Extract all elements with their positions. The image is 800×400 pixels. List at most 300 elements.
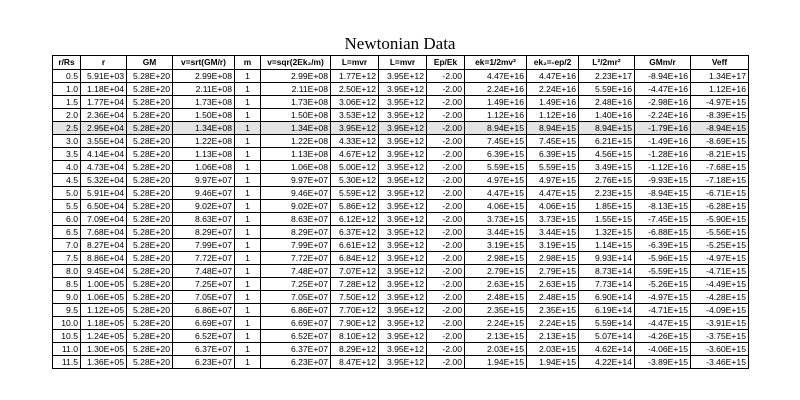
table-cell: 1 <box>235 135 261 148</box>
table-cell: 1.14E+15 <box>579 239 635 252</box>
table-cell: 6.90E+14 <box>579 291 635 304</box>
table-cell: 8.0 <box>53 265 81 278</box>
table-cell: -4.71E+15 <box>635 304 691 317</box>
table-cell: 2.03E+15 <box>465 343 527 356</box>
table-cell: 4.47E+16 <box>465 70 527 83</box>
table-cell: 5.91E+03 <box>81 70 127 83</box>
table-cell: 2.50E+12 <box>331 83 379 96</box>
table-cell: 8.29E+07 <box>261 226 331 239</box>
table-cell: 6.52E+07 <box>261 330 331 343</box>
table-cell: -2.00 <box>427 213 465 226</box>
table-cell: -2.00 <box>427 343 465 356</box>
table-cell: 5.59E+15 <box>527 161 579 174</box>
table-cell: -8.21E+15 <box>691 148 749 161</box>
table-cell: 7.48E+07 <box>261 265 331 278</box>
table-cell: -4.06E+15 <box>635 343 691 356</box>
table-cell: 1.12E+05 <box>81 304 127 317</box>
table-cell: 1.22E+08 <box>173 135 235 148</box>
table-cell: -6.88E+15 <box>635 226 691 239</box>
table-cell: 8.63E+07 <box>261 213 331 226</box>
table-cell: 5.28E+20 <box>127 304 173 317</box>
table-cell: 6.61E+12 <box>331 239 379 252</box>
table-cell: 2.24E+15 <box>465 317 527 330</box>
table-cell: 1.77E+12 <box>331 70 379 83</box>
table-cell: 2.95E+04 <box>81 122 127 135</box>
table-cell: 7.25E+07 <box>173 278 235 291</box>
column-header: L=mvr <box>379 56 427 70</box>
table-cell: -4.09E+15 <box>691 304 749 317</box>
table-cell: 1 <box>235 161 261 174</box>
table-row <box>53 317 749 330</box>
table-cell: 1.50E+08 <box>261 109 331 122</box>
table-cell: 1 <box>235 213 261 226</box>
table-row <box>53 330 749 343</box>
header-row <box>53 56 749 70</box>
table-cell: 2.24E+16 <box>527 83 579 96</box>
table-cell: -2.00 <box>427 161 465 174</box>
table-cell: 5.59E+15 <box>465 161 527 174</box>
table-cell: 3.95E+12 <box>379 239 427 252</box>
table-cell: 6.39E+15 <box>465 148 527 161</box>
table-cell: 7.73E+14 <box>579 278 635 291</box>
table-cell: 3.06E+12 <box>331 96 379 109</box>
table-cell: 4.97E+15 <box>527 174 579 187</box>
table-cell: 5.28E+20 <box>127 213 173 226</box>
table-cell: 5.28E+20 <box>127 109 173 122</box>
table-cell: 2.0 <box>53 109 81 122</box>
table-row <box>53 356 749 369</box>
newtonian-data-table <box>52 55 749 369</box>
table-cell: 2.13E+15 <box>465 330 527 343</box>
table-cell: 1 <box>235 109 261 122</box>
table-cell: 2.23E+17 <box>579 70 635 83</box>
table-row <box>53 109 749 122</box>
table-cell: 5.28E+20 <box>127 96 173 109</box>
table-cell: 7.72E+07 <box>173 252 235 265</box>
table-cell: 7.09E+04 <box>81 213 127 226</box>
table-cell: -4.26E+15 <box>635 330 691 343</box>
table-cell: 1.77E+04 <box>81 96 127 109</box>
table-cell: 5.28E+20 <box>127 135 173 148</box>
table-cell: 5.5 <box>53 200 81 213</box>
column-header: GMm/r <box>635 56 691 70</box>
table-cell: 11.5 <box>53 356 81 369</box>
table-cell: 2.79E+15 <box>527 265 579 278</box>
table-cell: -4.97E+15 <box>635 291 691 304</box>
table-cell: 1.40E+16 <box>579 109 635 122</box>
table-cell: 3.95E+12 <box>379 304 427 317</box>
table-cell: -2.00 <box>427 330 465 343</box>
table-cell: 1.73E+08 <box>261 96 331 109</box>
table-cell: 9.02E+07 <box>173 200 235 213</box>
table-row <box>53 122 749 135</box>
table-cell: 4.47E+15 <box>527 187 579 200</box>
table-cell: 6.37E+07 <box>173 343 235 356</box>
table-cell: 1 <box>235 200 261 213</box>
table-cell: 4.47E+15 <box>465 187 527 200</box>
table-row <box>53 291 749 304</box>
table-cell: 7.72E+07 <box>261 252 331 265</box>
table-cell: 5.59E+14 <box>579 317 635 330</box>
table-cell: -8.39E+15 <box>691 109 749 122</box>
table-cell: 9.46E+07 <box>261 187 331 200</box>
table-cell: -2.00 <box>427 83 465 96</box>
table-cell: -2.00 <box>427 96 465 109</box>
table-cell: -1.28E+16 <box>635 148 691 161</box>
table-cell: 1.34E+08 <box>261 122 331 135</box>
table-cell: -9.93E+15 <box>635 174 691 187</box>
table-cell: 6.23E+07 <box>261 356 331 369</box>
table-cell: -2.00 <box>427 239 465 252</box>
table-cell: 7.99E+07 <box>173 239 235 252</box>
table-row <box>53 187 749 200</box>
column-header: L²/2mr² <box>579 56 635 70</box>
table-cell: 7.45E+15 <box>527 135 579 148</box>
table-cell: 3.95E+12 <box>379 148 427 161</box>
table-row <box>53 304 749 317</box>
table-row <box>53 278 749 291</box>
table-cell: -2.00 <box>427 122 465 135</box>
table-cell: 2.98E+15 <box>465 252 527 265</box>
table-cell: 5.28E+20 <box>127 252 173 265</box>
table-cell: 7.05E+07 <box>173 291 235 304</box>
table-cell: 5.91E+04 <box>81 187 127 200</box>
table-cell: 7.68E+04 <box>81 226 127 239</box>
table-cell: 5.28E+20 <box>127 265 173 278</box>
table-cell: -2.00 <box>427 200 465 213</box>
table-cell: 4.0 <box>53 161 81 174</box>
table-cell: 4.06E+15 <box>465 200 527 213</box>
table-cell: -2.00 <box>427 304 465 317</box>
table-cell: 4.22E+14 <box>579 356 635 369</box>
table-cell: 8.86E+04 <box>81 252 127 265</box>
table-cell: 2.35E+15 <box>465 304 527 317</box>
table-cell: 6.37E+07 <box>261 343 331 356</box>
table-cell: -8.69E+15 <box>691 135 749 148</box>
table-cell: -2.00 <box>427 252 465 265</box>
table-cell: 9.46E+07 <box>173 187 235 200</box>
table-cell: 3.95E+12 <box>379 161 427 174</box>
table-cell: 5.28E+20 <box>127 356 173 369</box>
table-cell: 5.28E+20 <box>127 161 173 174</box>
table-cell: 2.63E+15 <box>465 278 527 291</box>
table-cell: -6.71E+15 <box>691 187 749 200</box>
table-row <box>53 148 749 161</box>
table-cell: -4.47E+15 <box>635 317 691 330</box>
table-cell: 6.69E+07 <box>261 317 331 330</box>
table-row <box>53 213 749 226</box>
table-cell: -8.94E+15 <box>691 122 749 135</box>
table-cell: 1 <box>235 291 261 304</box>
table-cell: 1.49E+16 <box>527 96 579 109</box>
table-cell: 1.06E+08 <box>173 161 235 174</box>
table-cell: 1 <box>235 330 261 343</box>
table-cell: 7.07E+12 <box>331 265 379 278</box>
table-cell: 3.95E+12 <box>379 96 427 109</box>
table-row <box>53 83 749 96</box>
table-cell: 3.95E+12 <box>379 226 427 239</box>
table-cell: 1 <box>235 278 261 291</box>
table-cell: -5.26E+15 <box>635 278 691 291</box>
table-cell: -3.75E+15 <box>691 330 749 343</box>
table-cell: 5.30E+12 <box>331 174 379 187</box>
table-cell: 5.59E+12 <box>331 187 379 200</box>
table-cell: 6.21E+15 <box>579 135 635 148</box>
table-cell: 9.45E+04 <box>81 265 127 278</box>
table-cell: 3.19E+15 <box>527 239 579 252</box>
table-cell: 1 <box>235 343 261 356</box>
table-cell: -3.60E+15 <box>691 343 749 356</box>
table-cell: 1 <box>235 122 261 135</box>
table-cell: 1.94E+15 <box>465 356 527 369</box>
table-row <box>53 252 749 265</box>
table-row <box>53 161 749 174</box>
table-cell: 7.70E+12 <box>331 304 379 317</box>
table-cell: 6.12E+12 <box>331 213 379 226</box>
table-cell: -1.79E+16 <box>635 122 691 135</box>
table-cell: 6.37E+12 <box>331 226 379 239</box>
column-header: Veff <box>691 56 749 70</box>
table-cell: 1.30E+05 <box>81 343 127 356</box>
table-cell: -7.45E+15 <box>635 213 691 226</box>
table-cell: 4.73E+04 <box>81 161 127 174</box>
table-body <box>53 70 749 369</box>
table-cell: 1.34E+17 <box>691 70 749 83</box>
table-cell: 7.25E+07 <box>261 278 331 291</box>
table-cell: 8.27E+04 <box>81 239 127 252</box>
table-cell: -2.00 <box>427 109 465 122</box>
table-cell: 5.0 <box>53 187 81 200</box>
table-cell: 2.35E+15 <box>527 304 579 317</box>
table-cell: 3.44E+15 <box>465 226 527 239</box>
table-cell: -6.39E+15 <box>635 239 691 252</box>
column-header: v=sqr(2Ek₂/m) <box>261 56 331 70</box>
table-cell: 3.95E+12 <box>379 317 427 330</box>
table-cell: 5.28E+20 <box>127 226 173 239</box>
table-cell: 6.69E+07 <box>173 317 235 330</box>
table-cell: 1.24E+05 <box>81 330 127 343</box>
column-header: L=mvr <box>331 56 379 70</box>
table-cell: 3.95E+12 <box>379 330 427 343</box>
table-cell: -4.71E+15 <box>691 265 749 278</box>
table-cell: 1 <box>235 239 261 252</box>
table-cell: 9.93E+14 <box>579 252 635 265</box>
table-cell: -2.00 <box>427 317 465 330</box>
table-cell: -2.00 <box>427 278 465 291</box>
table-cell: 7.50E+12 <box>331 291 379 304</box>
table-cell: 2.76E+15 <box>579 174 635 187</box>
table-cell: 1.13E+08 <box>261 148 331 161</box>
table-cell: 2.5 <box>53 122 81 135</box>
table-cell: 1.12E+16 <box>691 83 749 96</box>
table-cell: 5.07E+14 <box>579 330 635 343</box>
table-cell: 3.55E+04 <box>81 135 127 148</box>
table-cell: 9.02E+07 <box>261 200 331 213</box>
table-cell: 3.95E+12 <box>379 70 427 83</box>
table-cell: -5.90E+15 <box>691 213 749 226</box>
table-cell: 2.24E+15 <box>527 317 579 330</box>
table-cell: 2.79E+15 <box>465 265 527 278</box>
table-cell: -5.25E+15 <box>691 239 749 252</box>
table-cell: 2.98E+15 <box>527 252 579 265</box>
table-cell: 3.95E+12 <box>379 343 427 356</box>
table-cell: -2.00 <box>427 356 465 369</box>
table-cell: 4.67E+12 <box>331 148 379 161</box>
table-cell: 5.59E+16 <box>579 83 635 96</box>
table-cell: 7.05E+07 <box>261 291 331 304</box>
table-cell: 3.95E+12 <box>379 135 427 148</box>
table-cell: 3.73E+15 <box>465 213 527 226</box>
table-cell: 4.06E+15 <box>527 200 579 213</box>
table-cell: -3.46E+15 <box>691 356 749 369</box>
table-cell: 2.48E+15 <box>465 291 527 304</box>
table-cell: 5.28E+20 <box>127 83 173 96</box>
table-cell: 2.23E+15 <box>579 187 635 200</box>
table-row <box>53 343 749 356</box>
table-cell: -5.56E+15 <box>691 226 749 239</box>
table-cell: 6.86E+07 <box>173 304 235 317</box>
table-cell: 4.5 <box>53 174 81 187</box>
table-cell: 3.95E+12 <box>331 122 379 135</box>
table-cell: 7.28E+12 <box>331 278 379 291</box>
table-cell: 1 <box>235 96 261 109</box>
table-cell: 1.55E+15 <box>579 213 635 226</box>
table-cell: 3.95E+12 <box>379 278 427 291</box>
table-cell: 2.48E+16 <box>579 96 635 109</box>
table-cell: 7.5 <box>53 252 81 265</box>
table-cell: 1 <box>235 356 261 369</box>
table-cell: 9.97E+07 <box>173 174 235 187</box>
table-cell: 8.63E+07 <box>173 213 235 226</box>
table-cell: 7.0 <box>53 239 81 252</box>
table-cell: 5.28E+20 <box>127 317 173 330</box>
table-cell: 1.12E+16 <box>527 109 579 122</box>
table-cell: 5.28E+20 <box>127 122 173 135</box>
table-cell: 8.29E+12 <box>331 343 379 356</box>
table-cell: -1.49E+16 <box>635 135 691 148</box>
table-cell: 4.56E+15 <box>579 148 635 161</box>
table-cell: 9.0 <box>53 291 81 304</box>
table-cell: 5.28E+20 <box>127 239 173 252</box>
table-cell: 1 <box>235 226 261 239</box>
table-cell: 1 <box>235 304 261 317</box>
column-header: r/Rs <box>53 56 81 70</box>
table-cell: -2.00 <box>427 174 465 187</box>
table-cell: 1 <box>235 187 261 200</box>
table-cell: 1 <box>235 317 261 330</box>
table-cell: 9.5 <box>53 304 81 317</box>
table-cell: -1.12E+16 <box>635 161 691 174</box>
table-cell: 11.0 <box>53 343 81 356</box>
table-cell: 3.5 <box>53 148 81 161</box>
table-cell: 4.97E+15 <box>465 174 527 187</box>
table-cell: 4.47E+16 <box>527 70 579 83</box>
table-cell: 1.34E+08 <box>173 122 235 135</box>
table-cell: 2.11E+08 <box>173 83 235 96</box>
table-cell: 4.14E+04 <box>81 148 127 161</box>
table-cell: 3.95E+12 <box>379 174 427 187</box>
table-cell: 3.95E+12 <box>379 109 427 122</box>
table-cell: 1.73E+08 <box>173 96 235 109</box>
table-cell: 3.95E+12 <box>379 200 427 213</box>
table-cell: 1 <box>235 265 261 278</box>
table-cell: 5.28E+20 <box>127 291 173 304</box>
table-cell: 1.13E+08 <box>173 148 235 161</box>
table-cell: -2.00 <box>427 226 465 239</box>
table-cell: 6.0 <box>53 213 81 226</box>
table-cell: 3.73E+15 <box>527 213 579 226</box>
table-cell: -4.97E+15 <box>691 252 749 265</box>
table-cell: 1.18E+05 <box>81 317 127 330</box>
table-cell: 1.32E+15 <box>579 226 635 239</box>
table-cell: 10.0 <box>53 317 81 330</box>
table-cell: 8.94E+15 <box>465 122 527 135</box>
table-cell: 7.48E+07 <box>173 265 235 278</box>
table-cell: 1.85E+15 <box>579 200 635 213</box>
table-cell: -3.91E+15 <box>691 317 749 330</box>
table-cell: -7.18E+15 <box>691 174 749 187</box>
table-cell: 2.99E+08 <box>261 70 331 83</box>
table-cell: 5.28E+20 <box>127 148 173 161</box>
table-cell: 3.95E+12 <box>379 252 427 265</box>
table-cell: 3.0 <box>53 135 81 148</box>
table-cell: 1.06E+05 <box>81 291 127 304</box>
table-cell: 1.49E+16 <box>465 96 527 109</box>
table-cell: 3.95E+12 <box>379 213 427 226</box>
table-cell: -5.59E+15 <box>635 265 691 278</box>
table-cell: 3.95E+12 <box>379 291 427 304</box>
column-header: r <box>81 56 127 70</box>
table-row <box>53 265 749 278</box>
table-cell: -2.00 <box>427 265 465 278</box>
table-cell: 2.03E+15 <box>527 343 579 356</box>
table-cell: 3.95E+12 <box>379 356 427 369</box>
table-cell: 8.10E+12 <box>331 330 379 343</box>
table-cell: 5.28E+20 <box>127 70 173 83</box>
table-cell: 1 <box>235 148 261 161</box>
table-row <box>53 226 749 239</box>
column-header: GM <box>127 56 173 70</box>
table-cell: 1.06E+08 <box>261 161 331 174</box>
table-cell: 5.28E+20 <box>127 278 173 291</box>
table-cell: -6.28E+15 <box>691 200 749 213</box>
table-cell: 5.00E+12 <box>331 161 379 174</box>
table-cell: 9.97E+07 <box>261 174 331 187</box>
table-cell: -7.68E+15 <box>691 161 749 174</box>
table-row <box>53 200 749 213</box>
table-row <box>53 96 749 109</box>
table-cell: 3.95E+12 <box>379 187 427 200</box>
table-cell: 1.94E+15 <box>527 356 579 369</box>
table-cell: 1.36E+05 <box>81 356 127 369</box>
table-cell: 4.62E+14 <box>579 343 635 356</box>
table-cell: 2.36E+04 <box>81 109 127 122</box>
table-cell: -4.47E+16 <box>635 83 691 96</box>
table-cell: 5.28E+20 <box>127 174 173 187</box>
table-cell: 6.84E+12 <box>331 252 379 265</box>
table-cell: 3.95E+12 <box>379 122 427 135</box>
table-row <box>53 70 749 83</box>
table-cell: -2.00 <box>427 135 465 148</box>
table-cell: 2.48E+15 <box>527 291 579 304</box>
table-cell: -2.00 <box>427 148 465 161</box>
table-cell: 5.28E+20 <box>127 343 173 356</box>
table-cell: 1.18E+04 <box>81 83 127 96</box>
table-cell: 1.50E+08 <box>173 109 235 122</box>
table-cell: 6.50E+04 <box>81 200 127 213</box>
table-cell: 2.99E+08 <box>173 70 235 83</box>
table-cell: 8.94E+15 <box>579 122 635 135</box>
